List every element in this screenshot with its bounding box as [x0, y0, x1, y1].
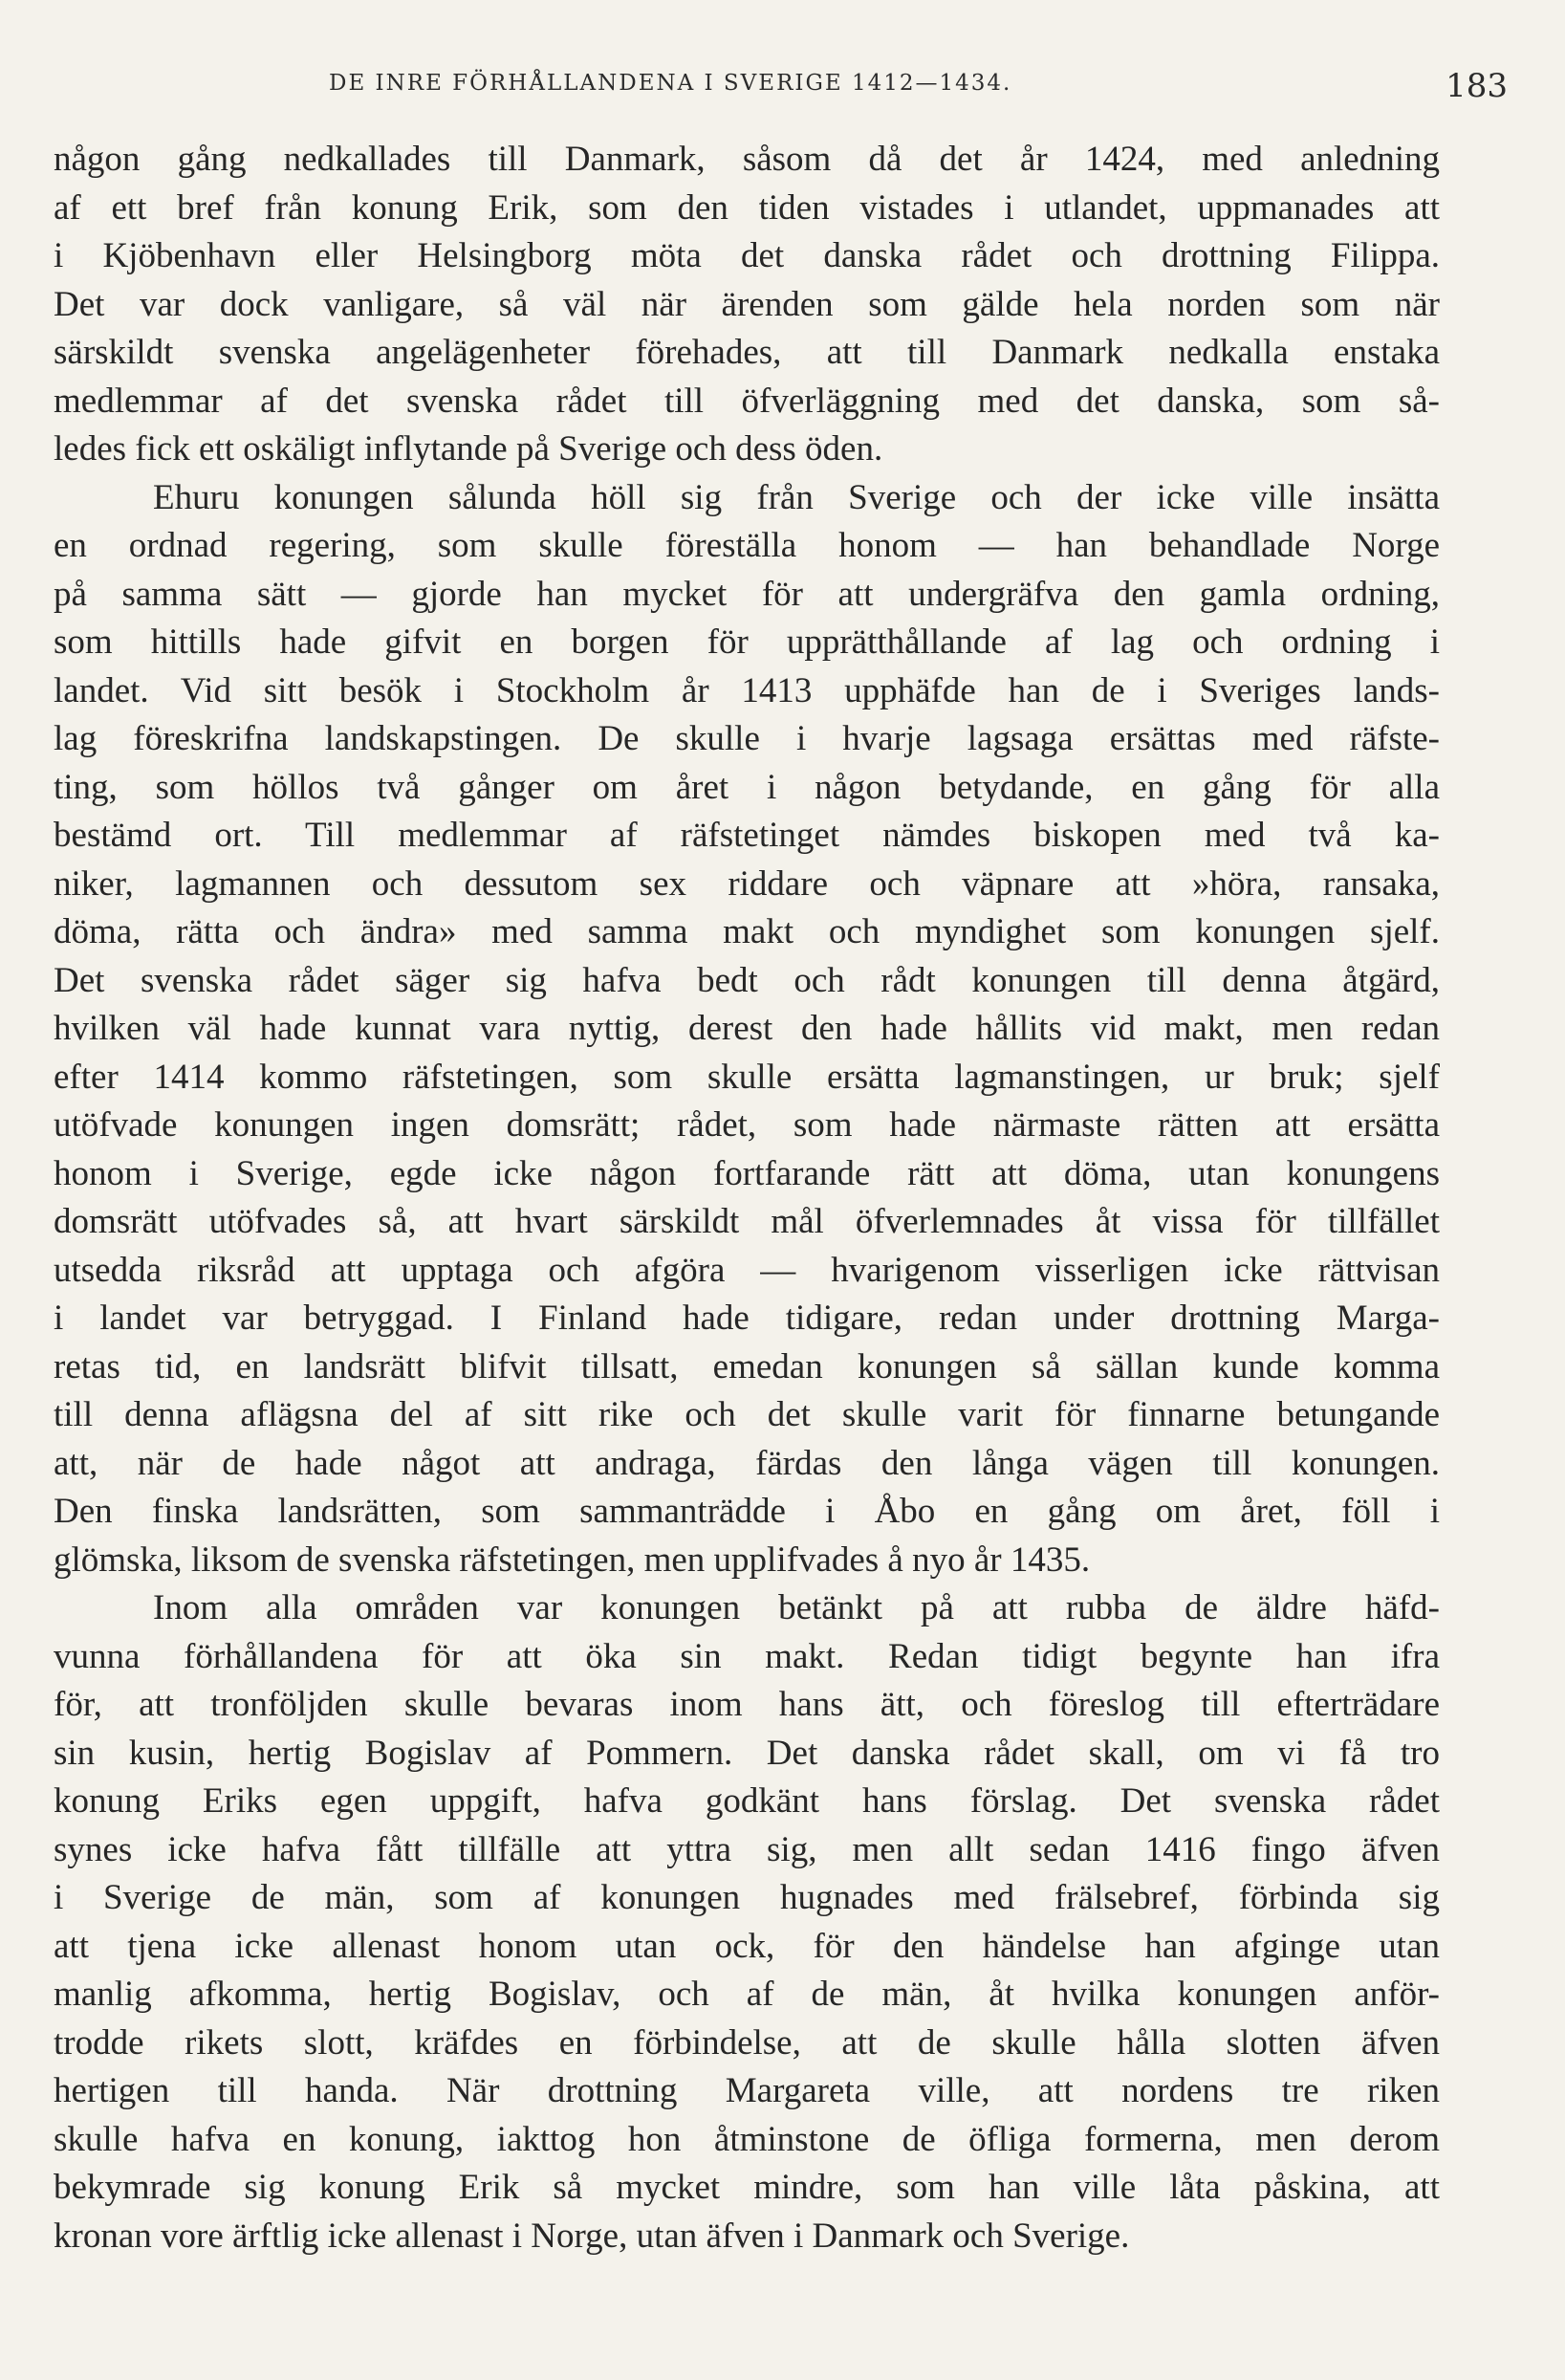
text-line: honom i Sverige, egde icke någon fortfarande rätt att döma, utan konungens: [54, 1153, 1440, 1193]
text-line: af ett bref från konung Erik, som den tiden vistades i utlandet, uppmanades att: [54, 187, 1440, 228]
text-line: utsedda riksråd att upptaga och afgöra — hvarigenom visserligen icke rättvisan: [54, 1250, 1440, 1290]
text-line: en ordnad regering, som skulle föreställa honom — han behandlade Norge: [54, 526, 1440, 565]
body-text: [54, 136, 1440, 2260]
text-line: bekymrade sig konung Erik så mycket mindre, som han ville låta påskina, att: [54, 2168, 1440, 2207]
text-line: synes icke hafva fått tillfälle att yttra sig, men allt sedan 1416 fingo äfven: [54, 1829, 1440, 1869]
text-line: domsrätt utöfvades så, att hvart särskildt mål öfverlemnades åt vissa för tillfället: [54, 1202, 1440, 1241]
text-line: trodde rikets slott, kräfdes en förbindelse, att de skulle hålla slotten äfven: [54, 2022, 1440, 2063]
text-line: för, att tronföljden skulle bevaras inom hans ätt, och föreslog till efterträdare: [54, 1685, 1440, 1724]
text-line: i Sverige de män, som af konungen hugnades med frälsebref, förbinda sig: [54, 1878, 1440, 1917]
text-line: till denna aflägsna del af sitt rike och det skulle varit för finnarne betungande: [54, 1395, 1440, 1434]
text-line: Det svenska rådet säger sig hafva bedt och rådt konungen till denna åtgärd,: [54, 960, 1440, 1000]
text-line: i landet var betryggad. I Finland hade tidigare, redan under drottning Marga-: [54, 1299, 1440, 1338]
running-title: DE INRE FÖRHÅLLANDENA I SVERIGE 1412—1434.: [329, 71, 1012, 96]
text-line: som hittills hade gifvit en borgen för upprätthållande af lag och ordning i: [54, 622, 1440, 662]
text-line: Det var dock vanligare, så väl när ärenden som gälde hela norden som när: [54, 284, 1440, 324]
text-line: kronan vore ärftlig icke allenast i Norge, utan äfven i Danmark och Sverige.: [54, 2216, 1130, 2256]
text-line: bestämd ort. Till medlemmar af räfstetinget nämdes biskopen med två ka-: [54, 816, 1440, 855]
text-line: Inom alla områden var konungen betänkt på att rubba de äldre häfd-: [153, 1588, 1440, 1627]
text-line: att tjena icke allenast honom utan ock, för den händelse han afginge utan: [54, 1926, 1440, 1966]
text-line: landet. Vid sitt besök i Stockholm år 1413 upphäfde han de i Sveriges lands-: [54, 670, 1440, 710]
text-line: särskildt svenska angelägenheter förehades, att till Danmark nedkalla enstaka: [54, 333, 1440, 372]
text-line: glömska, liksom de svenska räfstetingen, men upplifvades å nyo år 1435.: [54, 1539, 1091, 1580]
text-line: vunna förhållandena för att öka sin makt. Redan tidigt begynte han ifra: [54, 1636, 1440, 1676]
text-line: ting, som höllos två gånger om året i någon betydande, en gång för alla: [54, 767, 1440, 807]
text-line: på samma sätt — gjorde han mycket för att undergräfva den gamla ordning,: [54, 574, 1440, 614]
text-line: ledes fick ett oskäligt inflytande på Sverige och dess öden.: [54, 429, 883, 469]
text-line: retas tid, en landsrätt blifvit tillsatt, emedan konungen så sällan kunde komma: [54, 1346, 1440, 1387]
text-line: hertigen till handa. När drottning Margareta ville, att nordens tre riken: [54, 2071, 1440, 2110]
text-line: efter 1414 kommo räfstetingen, som skulle ersätta lagmanstingen, ur bruk; sjelf: [54, 1057, 1440, 1097]
text-line: skulle hafva en konung, iakttog hon åtminstone de öfliga formerna, men derom: [54, 2119, 1440, 2159]
text-line: medlemmar af det svenska rådet till öfverläggning med det danska, som så-: [54, 381, 1440, 421]
page-number: 183: [1445, 67, 1508, 105]
text-line: manlig afkomma, hertig Bogislav, och af de män, åt hvilka konungen anför-: [54, 1975, 1440, 2014]
text-line: Ehuru konungen sålunda höll sig från Sverige och der icke ville insätta: [153, 477, 1440, 517]
text-line: Den finska landsrätten, som sammanträdde i Åbo en gång om året, föll i: [54, 1492, 1440, 1531]
text-line: döma, rätta och ändra» med samma makt och myndighet som konungen sjelf.: [54, 912, 1440, 951]
text-line: i Kjöbenhavn eller Helsingborg möta det danska rådet och drottning Filippa.: [54, 236, 1440, 275]
text-line: någon gång nedkallades till Danmark, såsom då det år 1424, med anledning: [54, 140, 1440, 179]
text-line: lag föreskrifna landskapstingen. De skulle i hvarje lagsaga ersättas med räfste-: [54, 719, 1440, 758]
text-line: konung Eriks egen uppgift, hafva godkänt hans förslag. Det svenska rådet: [54, 1781, 1440, 1821]
text-line: utöfvade konungen ingen domsrätt; rådet, som hade närmaste rätten att ersätta: [54, 1105, 1440, 1145]
text-line: niker, lagmannen och dessutom sex riddare och väpnare att »höra, ransaka,: [54, 863, 1440, 904]
text-line: att, när de hade något att andraga, färdas den långa vägen till konungen.: [54, 1443, 1440, 1483]
text-line: hvilken väl hade kunnat vara nyttig, derest den hade hållits vid makt, men redan: [54, 1009, 1440, 1048]
text-line: sin kusin, hertig Bogislav af Pommern. Det danska rådet skall, om vi få tro: [54, 1733, 1440, 1773]
